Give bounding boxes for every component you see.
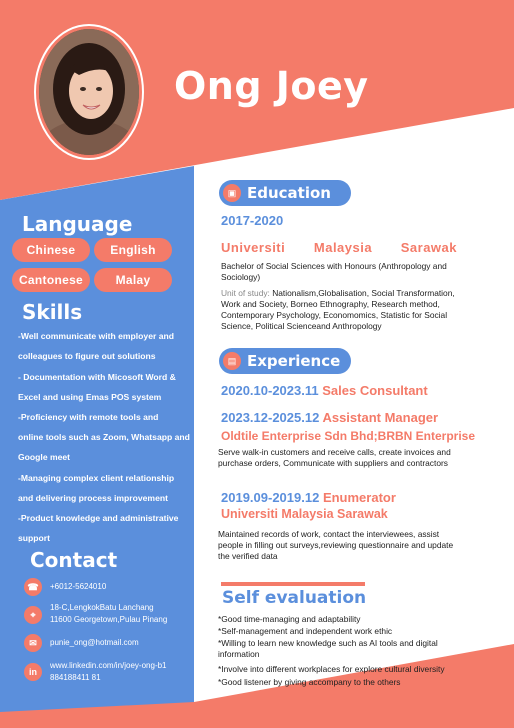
university-word: Universiti [221, 240, 286, 255]
folder-icon: ▣ [223, 184, 241, 202]
phone-number: +6012-5624010 [50, 582, 107, 591]
self-evaluation-bar [221, 582, 365, 586]
contact-title: Contact [30, 548, 118, 572]
language-pill-malay: Malay [94, 268, 172, 292]
self-evaluation-line: *Self-management and independent work ethic [218, 626, 393, 636]
self-evaluation-title: Self evaluation [222, 588, 367, 608]
job-company: Universiti Malaysia Sarawak [221, 507, 388, 521]
self-evaluation-line: *Good time-managing and adaptability [218, 614, 361, 624]
job-company: Oldtile Enterprise Sdn Bhd;BRBN Enterprise [221, 429, 476, 443]
address-line: 18-C,LengkokBatu Lanchang [50, 603, 154, 612]
linkedin-icon: in [24, 663, 42, 681]
study-line: Contemporary Psychology, Economomics, Statistic for Social [221, 310, 448, 320]
study-line: Nationalism,Globalisation, Social Transformation, [269, 288, 455, 298]
skill-line: -Well communicate with employer and [18, 331, 174, 341]
job-period: 2023.12-2025.12 [221, 410, 320, 425]
language-title: Language [22, 212, 133, 236]
skill-line: - Documentation with Micosoft Word & [18, 372, 176, 382]
linkedin-link[interactable]: www.linkedin.com/in/joey-ong-b1 [50, 661, 167, 670]
language-pill-chinese: Chinese [12, 238, 90, 262]
document-icon: ▤ [223, 352, 241, 370]
language-pill-cantonese: Cantonese [12, 268, 90, 292]
degree [221, 261, 497, 283]
job-title-line [221, 410, 438, 425]
skill-line: and delivering process improvement [18, 493, 168, 503]
contact-phone [24, 578, 106, 596]
linkedin-link-cont[interactable]: 884188411 81 [50, 673, 101, 682]
skill-line: colleagues to figure out solutions [18, 351, 156, 361]
contact-linkedin [24, 660, 167, 684]
language-pill-english: English [94, 238, 172, 262]
degree-line: Bachelor of Social Sciences with Honours (Anthropology and [221, 261, 447, 271]
self-evaluation-line: *Willing to learn new knowledge such as AI tools and digital [218, 638, 438, 648]
skills-title: Skills [22, 300, 83, 324]
education-title: Education [247, 184, 331, 202]
location-icon: ⌖ [24, 606, 42, 624]
job-period: 2020.10-2023.11 [221, 383, 319, 398]
experience-title: Experience [247, 352, 341, 370]
skill-line: Google meet [18, 452, 71, 462]
job-title-line [221, 383, 428, 398]
experience-badge [219, 348, 351, 374]
skill-line: online tools such as Zoom, Whatsapp and [18, 432, 190, 442]
degree-line: Sociology) [221, 272, 261, 282]
skill-line: -Product knowledge and administrative [18, 513, 179, 523]
job-desc-line: people in filling out surveys,reviewing questionnaire and update [218, 540, 454, 550]
skill-line: support [18, 533, 50, 543]
education-badge [219, 180, 351, 206]
full-name: Ong Joey [174, 64, 369, 108]
study-prefix: Unit of study: [221, 288, 270, 298]
skill-line: Excel and using Emas POS system [18, 392, 162, 402]
email-link[interactable]: punie_ong@hotmail.com [50, 638, 139, 647]
university-word: Sarawak [400, 240, 457, 255]
skill-line: -Proficiency with remote tools and [18, 412, 159, 422]
address-line: 11600 Georgetown,Pulau Pinang [50, 615, 168, 624]
self-evaluation-line: information [218, 649, 260, 659]
study-line: Science, Political Scienceand Anthropology [221, 321, 382, 331]
education-years: 2017-2020 [221, 213, 284, 228]
study-line: Work and Society, Borneo Ethnography, Research method, [221, 299, 440, 309]
job-role: Assistant Manager [322, 410, 439, 425]
job-desc-line: the verified data [218, 551, 278, 561]
self-evaluation-line: *Good listener by giving accompany to the others [218, 677, 401, 687]
email-icon: ✉ [24, 634, 42, 652]
profile-photo [39, 29, 139, 155]
job-role: Sales Consultant [322, 383, 428, 398]
contact-email [24, 634, 139, 652]
university-name [221, 240, 457, 255]
job-period: 2019.09-2019.12 [221, 490, 320, 505]
job-title-line [221, 490, 396, 505]
job-description [218, 447, 498, 469]
phone-icon: ☎ [24, 578, 42, 596]
study-units [221, 288, 497, 332]
self-evaluation-line: *Involve into different workplaces for explore cultural diversity [218, 664, 445, 674]
job-desc-line: Serve walk-in customers and receive calls, create invoices and [218, 447, 451, 457]
contact-address [24, 602, 167, 626]
university-word: Malaysia [313, 240, 373, 255]
job-description [218, 529, 498, 562]
skill-line: -Managing complex client relationship [18, 473, 175, 483]
job-desc-line: Maintained records of work, contact the interviewees, assist [218, 529, 440, 539]
job-desc-line: purchase orders, Communicate with suppliers and contractors [218, 458, 448, 468]
job-role: Enumerator [322, 490, 396, 505]
